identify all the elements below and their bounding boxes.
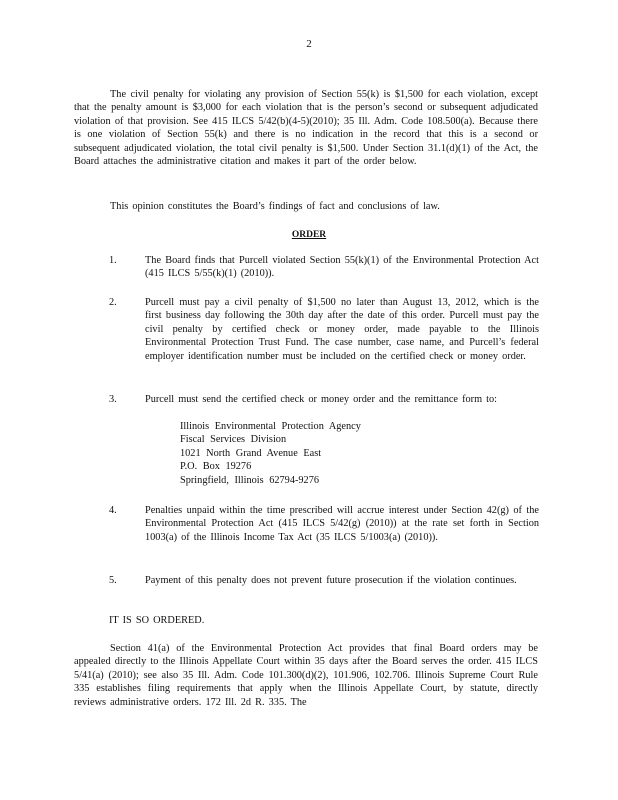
address-line: Illinois Environmental Protection Agency — [180, 421, 361, 432]
address-line: 1021 North Grand Avenue East — [180, 447, 322, 459]
order-item-number: 1. — [109, 255, 117, 266]
remittance-address — [180, 420, 361, 487]
order-heading: ORDER — [291, 230, 327, 240]
order-item-number: 2. — [109, 297, 117, 308]
so-ordered-statement: IT IS SO ORDERED. — [109, 615, 205, 626]
address-line: P.O. Box 19276 — [180, 461, 252, 473]
appeal-paragraph: Section 41(a) of the Environmental Protection Act provides that final Board orders may be appealed directly to the Illinois Appellate Court within 35 days after the Board serves the order. 415 ILCS 5/41(a) (2010); see also 35 Ill. Adm. Code 101.300(d)(2), 101.906, 102.706. Illinois Supreme Court Rule 335 establishes filing requirements that apply when the Illinois Appellate Court, by statute, directly reviews administrative orders. 172 Ill. 2d R. 335. The — [74, 643, 538, 708]
order-item-text: The Board finds that Purcell violated Section 55(k)(1) of the Environmental Protection Act (415 ILCS 5/55(k)(1) (2010)). — [145, 255, 539, 280]
address-line: Springfield, Illinois 62794-9276 — [180, 474, 319, 486]
findings-paragraph: This opinion constitutes the Board’s findings of fact and conclusions of law. — [110, 201, 440, 212]
order-item-text: Penalties unpaid within the time prescribed will accrue interest under Section 42(g) of the Environmental Protection Act (415 ILCS 5/42(g) (2010)) at the rate set forth in Section 1003(a) of the Illinois Income Tax Act (35 ILCS 5/1003(a) (2010)). — [145, 505, 539, 543]
order-item-number: 3. — [109, 394, 117, 405]
order-item-number: 4. — [109, 505, 117, 516]
civil-penalty-paragraph: The civil penalty for violating any provision of Section 55(k) is $1,500 for each violation, except that the penalty amount is $3,000 for each violation that is the person’s second or subsequent adjudicated violation of that provision. See 415 ILCS 5/42(b)(4-5)(2010); 35 Ill. Adm. Code 108.500(a). Because there is one violation of Section 55(k) and there is no indication in the record that this is a second or subsequent adjudicated violation, the total civil penalty is $1,500. Under Section 31.1(d)(1) of the Act, the Board attaches the administrative citation and makes it part of the order below. — [74, 89, 538, 168]
address-line: Fiscal Services Division — [180, 434, 287, 446]
order-item-text: Purcell must send the certified check or money order and the remittance form to: — [145, 394, 498, 405]
order-item-text: Purcell must pay a civil penalty of $1,500 no later than August 13, 2012, which is the first business day following the 30th day after the date of this order. Purcell must pay the civil penalty by certified check or money order, made payable to the Illinois Environmental Protection Trust Fund. The case number, case name, and Purcell’s federal employer identification number must be included on the certified check or money order. — [145, 297, 539, 362]
order-item-text: Payment of this penalty does not prevent future prosecution if the violation continues. — [145, 575, 517, 586]
order-item-number: 5. — [109, 575, 117, 586]
page-number: 2 — [306, 38, 312, 50]
